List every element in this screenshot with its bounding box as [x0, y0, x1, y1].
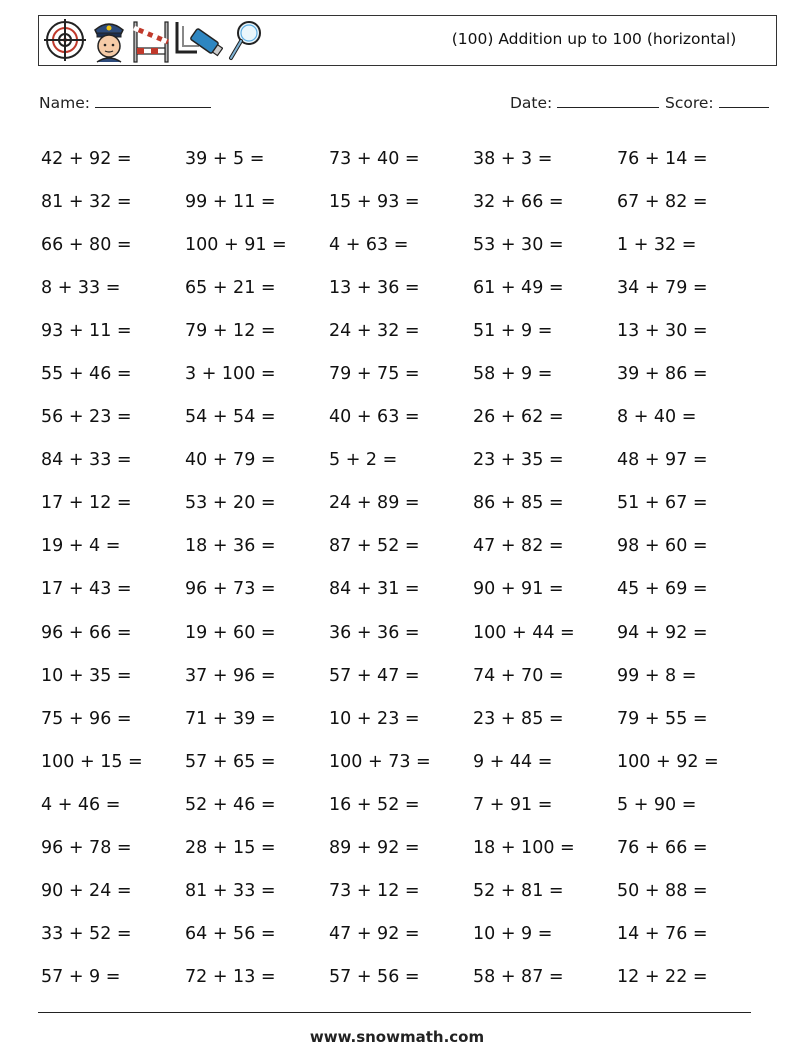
problem-cell: 4 + 46 = [41, 794, 121, 815]
header-box [38, 15, 777, 66]
problem-cell: 76 + 66 = [617, 838, 708, 859]
icon-strip [43, 18, 265, 64]
problem-cell: 37 + 96 = [185, 665, 276, 686]
problem-cell: 73 + 40 = [329, 148, 420, 169]
problem-cell: 90 + 91 = [473, 579, 564, 600]
problem-grid [41, 137, 761, 999]
problem-cell: 48 + 97 = [617, 450, 708, 471]
name-blank[interactable] [95, 93, 211, 108]
problem-row [41, 439, 761, 482]
problem-cell: 76 + 14 = [617, 148, 708, 169]
problem-row [41, 482, 761, 525]
problem-cell: 96 + 66 = [41, 622, 132, 643]
problem-cell: 10 + 23 = [329, 708, 420, 729]
problem-cell: 98 + 60 = [617, 536, 708, 557]
problem-row [41, 654, 761, 697]
problem-row [41, 137, 761, 180]
problem-cell: 53 + 20 = [185, 493, 276, 514]
problem-cell: 56 + 23 = [41, 407, 132, 428]
problem-cell: 32 + 66 = [473, 191, 564, 212]
problem-cell: 1 + 32 = [617, 234, 697, 255]
problem-cell: 28 + 15 = [185, 838, 276, 859]
problem-cell: 79 + 75 = [329, 364, 420, 385]
problem-cell: 5 + 90 = [617, 794, 697, 815]
problem-cell: 64 + 56 = [185, 924, 276, 945]
problem-cell: 19 + 4 = [41, 536, 121, 557]
problem-row [41, 697, 761, 740]
date-field[interactable] [510, 93, 659, 112]
problem-cell: 18 + 100 = [473, 838, 575, 859]
problem-cell: 72 + 13 = [185, 967, 276, 988]
problem-cell: 51 + 67 = [617, 493, 708, 514]
footer-site: www.snowmath.com [309, 1028, 485, 1046]
problem-cell: 8 + 40 = [617, 407, 697, 428]
score-field[interactable] [665, 93, 769, 112]
problem-row [41, 352, 761, 395]
problem-cell: 13 + 30 = [617, 320, 708, 341]
problem-cell: 42 + 92 = [41, 148, 132, 169]
problem-cell: 47 + 92 = [329, 924, 420, 945]
problem-cell: 10 + 35 = [41, 665, 132, 686]
problem-cell: 75 + 96 = [41, 708, 132, 729]
problem-cell: 39 + 86 = [617, 364, 708, 385]
score-blank[interactable] [719, 93, 769, 108]
problem-cell: 24 + 89 = [329, 493, 420, 514]
problem-cell: 7 + 91 = [473, 794, 553, 815]
problem-cell: 94 + 92 = [617, 622, 708, 643]
problem-row [41, 525, 761, 568]
problem-cell: 17 + 12 = [41, 493, 132, 514]
problem-cell: 79 + 55 = [617, 708, 708, 729]
problem-cell: 100 + 92 = [617, 751, 719, 772]
problem-cell: 81 + 33 = [185, 881, 276, 902]
problem-cell: 58 + 87 = [473, 967, 564, 988]
problem-cell: 55 + 46 = [41, 364, 132, 385]
problem-row [41, 956, 761, 999]
problem-cell: 52 + 81 = [473, 881, 564, 902]
problem-cell: 15 + 93 = [329, 191, 420, 212]
problem-cell: 13 + 36 = [329, 277, 420, 298]
problem-cell: 40 + 63 = [329, 407, 420, 428]
problem-cell: 23 + 35 = [473, 450, 564, 471]
problem-row [41, 309, 761, 352]
problem-cell: 100 + 15 = [41, 751, 143, 772]
problem-row [41, 913, 761, 956]
problem-cell: 57 + 56 = [329, 967, 420, 988]
problem-cell: 39 + 5 = [185, 148, 265, 169]
worksheet-title: (100) Addition up to 100 (horizontal) [451, 30, 737, 48]
problem-cell: 93 + 11 = [41, 320, 132, 341]
problem-row [41, 870, 761, 913]
problem-cell: 73 + 12 = [329, 881, 420, 902]
problem-cell: 8 + 33 = [41, 277, 121, 298]
problem-row [41, 396, 761, 439]
problem-cell: 14 + 76 = [617, 924, 708, 945]
name-field[interactable] [39, 93, 211, 112]
problem-cell: 10 + 9 = [473, 924, 553, 945]
problem-cell: 66 + 80 = [41, 234, 132, 255]
problem-cell: 38 + 3 = [473, 148, 553, 169]
problem-cell: 51 + 9 = [473, 320, 553, 341]
problem-cell: 18 + 36 = [185, 536, 276, 557]
problem-cell: 17 + 43 = [41, 579, 132, 600]
problem-cell: 84 + 33 = [41, 450, 132, 471]
problem-row [41, 611, 761, 654]
problem-cell: 99 + 8 = [617, 665, 697, 686]
problem-cell: 4 + 63 = [329, 234, 409, 255]
problem-cell: 58 + 9 = [473, 364, 553, 385]
problem-cell: 90 + 24 = [41, 881, 132, 902]
problem-cell: 26 + 62 = [473, 407, 564, 428]
score-label: Score: [665, 94, 714, 112]
date-label: Date: [510, 94, 553, 112]
problem-cell: 96 + 73 = [185, 579, 276, 600]
problem-cell: 47 + 82 = [473, 536, 564, 557]
problem-cell: 74 + 70 = [473, 665, 564, 686]
problem-cell: 84 + 31 = [329, 579, 420, 600]
problem-cell: 36 + 36 = [329, 622, 420, 643]
problem-cell: 100 + 73 = [329, 751, 431, 772]
problem-cell: 24 + 32 = [329, 320, 420, 341]
problem-cell: 33 + 52 = [41, 924, 132, 945]
problem-cell: 19 + 60 = [185, 622, 276, 643]
problem-cell: 40 + 79 = [185, 450, 276, 471]
problem-cell: 61 + 49 = [473, 277, 564, 298]
problem-row [41, 783, 761, 826]
problem-cell: 45 + 69 = [617, 579, 708, 600]
problem-cell: 100 + 91 = [185, 234, 287, 255]
problem-cell: 71 + 39 = [185, 708, 276, 729]
problem-cell: 9 + 44 = [473, 751, 553, 772]
problem-row [41, 266, 761, 309]
problem-row [41, 827, 761, 870]
problem-cell: 100 + 44 = [473, 622, 575, 643]
problem-row [41, 223, 761, 266]
problem-cell: 3 + 100 = [185, 364, 276, 385]
crosshair-icon [43, 18, 87, 62]
date-blank[interactable] [557, 93, 659, 108]
problem-cell: 12 + 22 = [617, 967, 708, 988]
police-officer-icon [89, 18, 129, 64]
problem-row [41, 568, 761, 611]
problem-cell: 99 + 11 = [185, 191, 276, 212]
problem-cell: 53 + 30 = [473, 234, 564, 255]
problem-cell: 79 + 12 = [185, 320, 276, 341]
problem-cell: 54 + 54 = [185, 407, 276, 428]
problem-cell: 34 + 79 = [617, 277, 708, 298]
magnifier-icon [225, 18, 265, 64]
problem-cell: 57 + 47 = [329, 665, 420, 686]
footer-divider [38, 1012, 751, 1013]
problem-cell: 52 + 46 = [185, 794, 276, 815]
problem-cell: 5 + 2 = [329, 450, 398, 471]
problem-row [41, 740, 761, 783]
problem-cell: 81 + 32 = [41, 191, 132, 212]
problem-cell: 89 + 92 = [329, 838, 420, 859]
problem-cell: 16 + 52 = [329, 794, 420, 815]
problem-cell: 67 + 82 = [617, 191, 708, 212]
problem-cell: 87 + 52 = [329, 536, 420, 557]
usb-drive-icon [173, 18, 223, 64]
problem-row [41, 180, 761, 223]
problem-cell: 65 + 21 = [185, 277, 276, 298]
problem-cell: 50 + 88 = [617, 881, 708, 902]
name-label: Name: [39, 94, 90, 112]
road-barrier-icon [131, 18, 171, 64]
problem-cell: 57 + 65 = [185, 751, 276, 772]
problem-cell: 86 + 85 = [473, 493, 564, 514]
problem-cell: 96 + 78 = [41, 838, 132, 859]
problem-cell: 23 + 85 = [473, 708, 564, 729]
problem-cell: 57 + 9 = [41, 967, 121, 988]
